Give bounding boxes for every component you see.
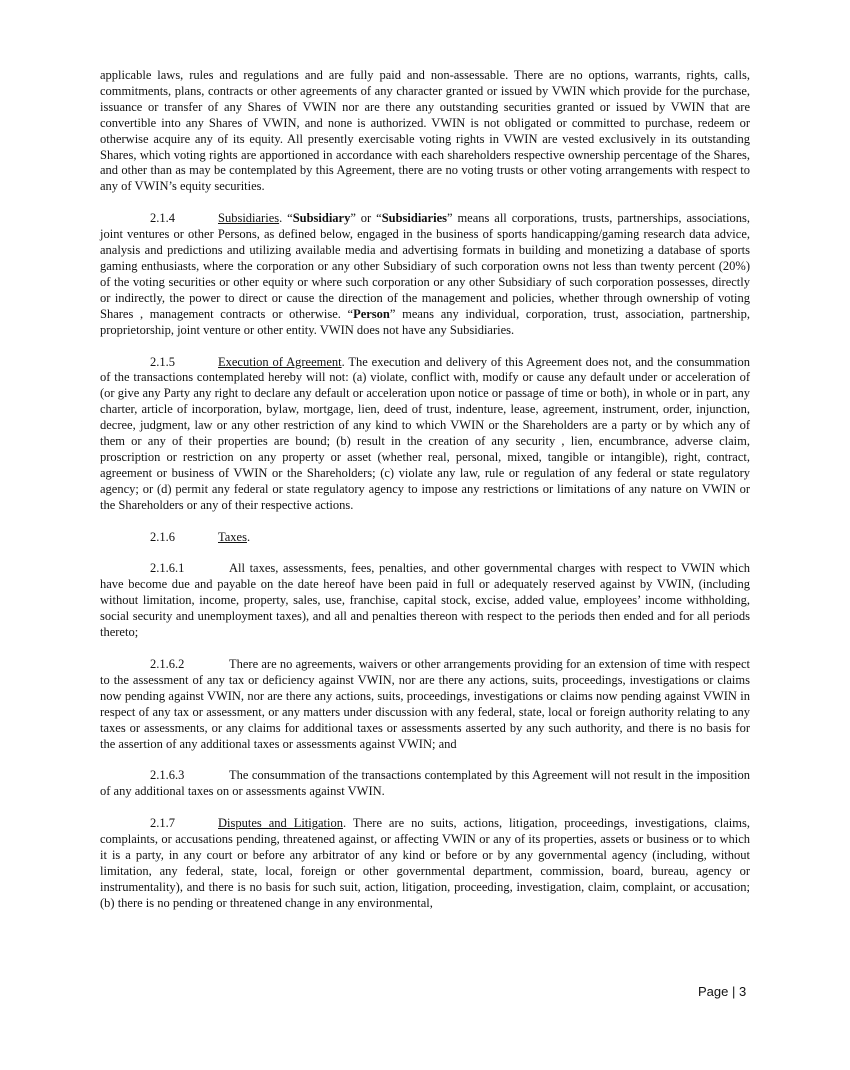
text-run: . [246, 529, 251, 544]
section-2-1-7 [100, 816, 750, 911]
document-body [100, 68, 750, 928]
defined-term: Subsidiaries [381, 211, 447, 226]
text-run: ” means all corporations, trusts, partnerships, associations, joint ventures or other Persons, as defined below, engaged in the business of sports handicapping/gaming research data advice, analysis and predictions and utilizing available media and advertising formats in building and monetizing a database of sports gaming enthusiasts, where the corporation or any other Subsidiary of such corporation owns not less than twenty percent (20%) of the voting securities or other equity or where such corporation or any other Subsidiary of such corporation possesses, directly or indirectly, the power to direct or cause the direction of the management and policies, whether through ownership of voting Shares , management contracts or otherwise. “ [100, 211, 750, 321]
section-number: 2.1.7 [150, 816, 175, 831]
section-2-1-6-2 [100, 657, 750, 752]
text-run: There are no agreements, waivers or other arrangements providing for an extension of time with respect to the assessment of any tax or deficiency against VWIN, nor are there any actions, suits, proceedings, investigations or claims now pending against VWIN, nor are there any actions, suits, proceedings, investigations or claims now pending against VWIN in respect of any tax or assessment, or any matters under discussion with any federal, state, local or foreign authority relating to any taxes or assessments, or any claims for additional taxes or assessments asserted by any such authority, and there is no basis for the assertion of any additional taxes or assessments against VWIN; and [100, 657, 750, 751]
text-run: The consummation of the transactions contemplated by this Agreement will not result in the imposition of any additional taxes on or assessments against VWIN. [100, 768, 750, 799]
section-2-1-6 [100, 530, 750, 546]
section-heading: Subsidiaries [218, 211, 280, 226]
section-heading: Taxes [218, 529, 247, 544]
defined-term: Subsidiary [292, 211, 351, 226]
section-number: 2.1.6.1 [150, 561, 185, 576]
text-run: . The execution and delivery of this Agreement does not, and the consummation of the transactions contemplated hereby will not: (a) violate, conflict with, modify or cause any default under or acceleration of (or give any Party any right to declare any default or acceleration upon notice or passage of time or both), in whole or in part, any charter, article of incorporation, bylaw, mortgage, lien, deed of trust, indenture, lease, agreement, instrument, order, injunction, decree, judgment, law or any other restriction of any kind to which VWIN or the Shareholders are a party or by which any of them or any of their properties are bound; (b) result in the creation of any security , lien, encumbrance, adverse claim, proscription or restriction on any property or asset (whether real, personal, mixed, tangible or intangible), right, contract, agreement or business of VWIN or the Shareholders; (c) violate any law, rule or regulation of any federal or state regulatory agency; or (d) permit any federal or state regulatory agency to impose any restrictions or limitations of any nature on VWIN or the Shareholders or any of their respective actions. [100, 354, 751, 512]
section-number: 2.1.6.3 [150, 768, 185, 783]
section-number: 2.1.6.2 [150, 657, 185, 671]
section-heading: Disputes and Litigation [218, 816, 343, 831]
text-run: . There are no suits, actions, litigation, proceedings, investigations, claims, complaints, or accusations pending, threatened against, or affecting VWIN or any of its properties, assets or business or to which it is a party, in any court or before any arbitrator of any kind or before or by any governmental agency (including, without limitation, any federal, state, local, foreign or other governmental department, commission, board, bureau, agency or instrumentality), and there is no basis for such suit, action, litigation, proceeding, investigation, claim, complaint, or accusation; (b) there is no pending or threatened change in any environmental, [100, 816, 750, 910]
text-run: All taxes, assessments, fees, penalties, and other governmental charges with respect to VWIN which have become due and payable on the date hereof have been paid in full or adequately reserved against by VWIN, (including without limitation, income, property, sales, use, franchise, capital stock, excise, added value, employees’ income withholding, social security and unemployment taxes), and all and penalties thereon with respect to the periods then ended and for all periods thereto; [100, 561, 750, 640]
section-number: 2.1.5 [150, 354, 175, 369]
text-run: . “ [279, 211, 293, 226]
section-number: 2.1.6 [150, 529, 175, 544]
section-2-1-4 [100, 211, 750, 338]
paragraph-intro: applicable laws, rules and regulations and are fully paid and non-assessable. There are no options, warrants, rights, calls, commitments, plans, contracts or other agreements of any character granted or issued by VWIN which provide for the purchase, issuance or transfer of any Shares of VWIN nor are there any outstanding securities granted or issued by VWIN that are convertible into any Shares of VWIN, and none is authorized. VWIN is not obligated or committed to purchase, redeem or otherwise acquire any of its equity. All presently exercisable voting rights in VWIN are vested exclusively in its outstanding Shares, which voting rights are apportioned in accordance with each shareholders respective ownership percentage of the Shares, and other than as may be contemplated by this Agreement, there are no voting trusts or other voting arrangements with respect to any of VWIN’s equity securities. [100, 68, 750, 194]
section-2-1-5 [100, 355, 750, 514]
section-2-1-6-3 [100, 768, 750, 800]
page-number: Page | 3 [698, 984, 747, 999]
text-run: ” means any individual, corporation, trust, association, partnership, proprietorship, joint venture or other entity. VWIN does not have any Subsidiaries. [100, 306, 750, 337]
section-2-1-6-1 [100, 561, 750, 641]
defined-term: Person [353, 306, 390, 321]
section-number: 2.1.4 [150, 211, 175, 226]
section-heading: Execution of Agreement [218, 354, 342, 369]
text-run: ” or “ [350, 211, 382, 226]
